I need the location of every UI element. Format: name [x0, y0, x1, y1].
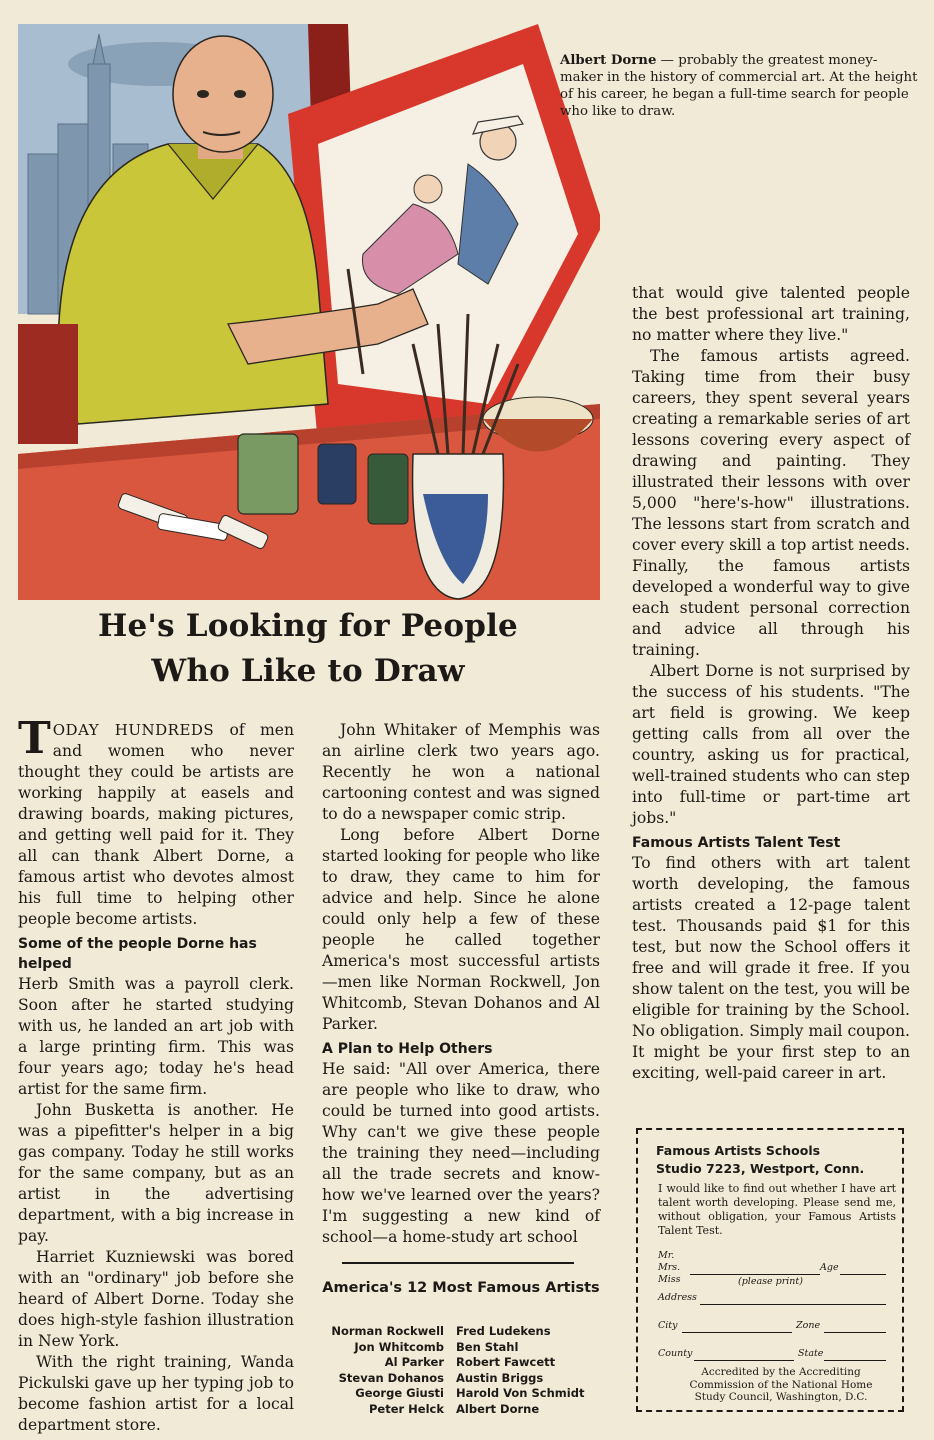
paragraph-john-whitaker: John Whitaker of Memphis was an airline clerk two years ago. Recently he won a national cartooning contest and was signed to do a newspaper comic strip. — [322, 721, 600, 823]
column-1 — [18, 713, 294, 1436]
artist-right: Albert Dorne — [456, 1401, 540, 1416]
age-line[interactable] — [840, 1274, 886, 1275]
label-mr: Mr. — [658, 1250, 675, 1261]
artist-right: Harold Von Schmidt — [456, 1386, 585, 1400]
coupon-request-text: I would like to find out whether I have art talent worth developing. Please send me, without obligation, your Famous Artists Talent Test. — [658, 1182, 896, 1237]
section-heading-people-helped: Some of the people Dorne has helped — [18, 936, 257, 972]
intro-paragraph — [18, 713, 294, 930]
artist-right: Austin Briggs — [456, 1370, 544, 1385]
artist-left: Stevan Dohanos — [338, 1370, 444, 1385]
artist-row — [318, 1340, 608, 1356]
divider-rule — [342, 1262, 574, 1264]
label-age: Age — [820, 1262, 839, 1273]
artist-row — [318, 1386, 608, 1402]
famous-artists-title: America's 12 Most Famous Artists — [322, 1280, 600, 1296]
intro-lead: ODAY HUNDREDS — [52, 721, 215, 739]
state-line[interactable] — [824, 1360, 886, 1361]
paragraph-wanda-pickulski: With the right training, Wanda Pickulski gave up her typing job to become fashion artist for a local department store. — [18, 1353, 294, 1434]
artist-right: Ben Stahl — [456, 1339, 519, 1354]
zone-line[interactable] — [824, 1332, 886, 1333]
label-county: County — [658, 1348, 693, 1359]
paragraph-he-said: He said: "All over America, there are people who like to draw, who could be turned into good artists. Why can't we give these people the training they need—including all the trade secrets and know-how we've learned over the years? I'm suggesting a new kind of school—a home-study art school — [322, 1060, 600, 1246]
paragraph-long-before: Long before Albert Dorne started looking for people who like to draw, they came to him for advice and help. Since he alone could only help a few of these people he called together America's most successful artists—men like Norman Rockwell, Jon Whitcomb, Stevan Dohanos and Al Parker. — [322, 826, 600, 1033]
coupon-studio-address: Studio 7223, Westport, Conn. — [656, 1161, 865, 1176]
mail-coupon[interactable] — [636, 1128, 904, 1412]
artist-left: Norman Rockwell — [331, 1324, 444, 1338]
paragraph-talent-test: To find others with art talent worth developing, the famous artists created a 12-page talent test. Thousands paid $1 for this test, but now the School offers it free and will grade it free. If you show talent on the test, you will be eligible for training by the School. No obligation. Simply mail coupon. It might be your first step to an exciting, well-paid career in art. — [632, 854, 910, 1082]
caption-name: Albert Dorne — [560, 53, 657, 68]
artist-right: Fred Ludekens — [456, 1324, 551, 1338]
artist-right: Robert Fawcett — [456, 1355, 556, 1369]
headline-line-1: He's Looking for People — [98, 608, 518, 644]
famous-artists-list — [318, 1324, 608, 1417]
label-address: Address — [658, 1292, 697, 1303]
label-please-print: (please print) — [738, 1276, 803, 1287]
column-2 — [322, 720, 600, 1248]
artist-row — [318, 1324, 608, 1340]
artist-left: Jon Whitcomb — [354, 1339, 444, 1354]
paragraph-artists-agreed: The famous artists agreed. Taking time from their busy careers, they spent several years creating a remarkable series of art lessons covering every aspect of drawing and painting. They illustrated their lessons with over 5,000 "here's-how" illustrations. The lessons start from scratch and cover every skill a top artist needs. Finally, the famous artists developed a wonderful way to give each student personal correction and advice all through his training. — [632, 347, 910, 659]
name-line[interactable] — [690, 1274, 820, 1275]
artist-left: Peter Helck — [368, 1401, 444, 1416]
artist-row — [318, 1355, 608, 1371]
caption-text: — probably the greatest money-maker in the history of commercial art. At the height of his career, he began a full-time search for people who like to draw. — [560, 53, 918, 119]
artist-row — [318, 1402, 608, 1418]
coupon-school-name: Famous Artists Schools — [656, 1143, 821, 1158]
label-state: State — [798, 1348, 824, 1359]
illustration-caption — [560, 52, 920, 120]
paragraph-not-surprised: Albert Dorne is not surprised by the success of his students. "The art field is growing. We keep getting calls from all over the country, asking us for practical, well-trained students who can step into full-time or part-time art jobs." — [632, 662, 910, 827]
paragraph-john-busketta: John Busketta is another. He was a pipefitter's helper in a big gas company. Today he still works for the same company, but as an artist in the advertising department, with a big increase in pay. — [18, 1101, 294, 1245]
drop-cap: T — [18, 713, 51, 764]
paragraph-herb-smith: Herb Smith was a payroll clerk. Soon after he started studying with us, he landed an art job with a large printing firm. This was four years ago; today he's head artist for the same firm. — [18, 975, 294, 1098]
artist-left: George Giusti — [355, 1386, 444, 1400]
section-heading-talent-test: Famous Artists Talent Test — [632, 835, 841, 851]
section-heading-plan: A Plan to Help Others — [322, 1041, 493, 1057]
paragraph-harriet-kuzniewski: Harriet Kuzniewski was bored with an "ordinary" job before she heard of Albert Dorne. Today she does high-style fashion illustration in New York. — [18, 1248, 294, 1350]
paragraph-continued: that would give talented people the best professional art training, no matter where they live." — [632, 284, 910, 344]
illustration-albert-dorne-painting — [18, 24, 600, 600]
column-3 — [632, 283, 910, 1084]
intro-rest: of men and women who never thought they could be artists are working happily at easels and drawing boards, making pictures, and getting well paid for it. They all can thank Albert Dorne, a famous artist who devotes almost his full time to helping other people become artists. — [18, 721, 294, 928]
label-miss: Miss — [658, 1274, 681, 1285]
address-line[interactable] — [700, 1304, 886, 1305]
county-line[interactable] — [694, 1360, 794, 1361]
label-zone: Zone — [796, 1320, 821, 1331]
headline — [18, 604, 598, 694]
label-mrs: Mrs. — [658, 1262, 681, 1273]
headline-line-2: Who Like to Draw — [151, 653, 465, 689]
artist-row — [318, 1371, 608, 1387]
artist-left: Al Parker — [384, 1355, 444, 1369]
accreditation-note: Accredited by the Accrediting Commission of the National Home Study Council, Washington, D.C. — [689, 1366, 873, 1403]
label-city: City — [658, 1320, 678, 1331]
city-line[interactable] — [682, 1332, 792, 1333]
coupon-header — [656, 1142, 902, 1178]
